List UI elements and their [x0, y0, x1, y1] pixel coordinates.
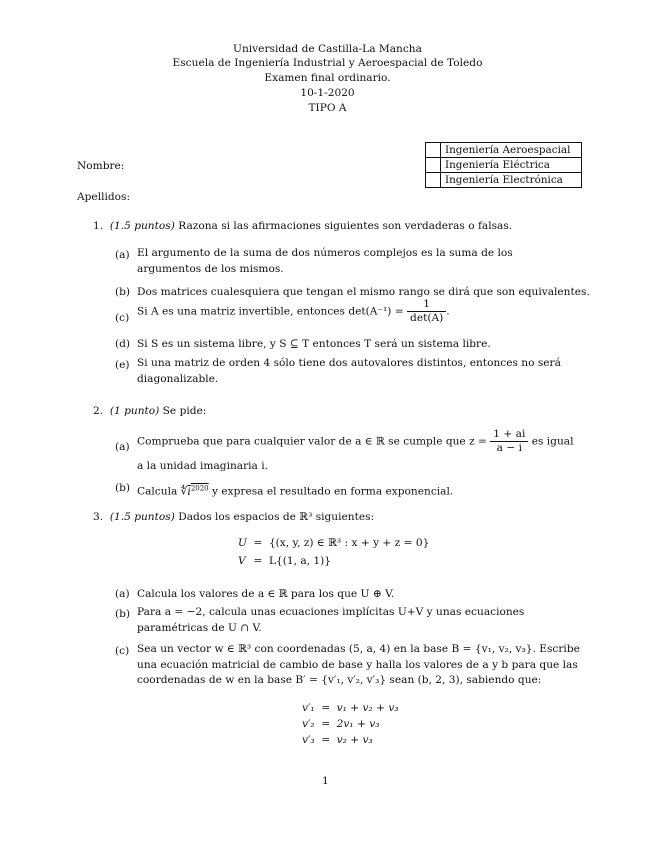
q1-item-e: Si una matriz de orden 4 sólo tiene dos autovalores distintos, entonces no será diagonalizable. [137, 357, 561, 385]
degree-checkbox[interactable] [426, 158, 441, 173]
degree-label: Ingeniería Electrónica [441, 173, 582, 188]
fraction-numerator: 1 + ai [490, 428, 528, 442]
def-eq: = [253, 555, 263, 567]
question-text: Se pide: [162, 405, 207, 417]
q2-item-a [137, 428, 574, 455]
question-2 [93, 404, 206, 418]
basis-lhs: v′₁ [302, 702, 315, 714]
name-label: Nombre: [77, 160, 125, 172]
def-rhs: L{(1, a, 1)} [268, 555, 331, 567]
q1-item-a: El argumento de la suma de dos números complejos es la suma de los argumentos de los mismos. [137, 247, 513, 275]
item-label: (d) [115, 338, 131, 350]
basis-rhs: v₁ + v₂ + v₃ [336, 702, 399, 714]
basis-eq: = [321, 702, 331, 714]
degree-table [425, 142, 582, 188]
q2a-fraction [490, 428, 528, 455]
question-1 [93, 219, 512, 233]
item-label: (b) [115, 608, 131, 620]
item-label: (c) [115, 645, 130, 657]
exam-title: Examen final ordinario. [264, 72, 391, 84]
degree-row [426, 173, 582, 188]
q1c-text: Si A es una matriz invertible, entonces det(A⁻¹) = [137, 305, 404, 318]
question-3 [93, 510, 374, 524]
q2-item-a-line2: a la unidad imaginaria i. [137, 460, 268, 472]
q3-item-a: Calcula los valores de a ∈ ℝ para los que U ⊕ V. [137, 588, 395, 600]
question-number: 2. [93, 405, 104, 417]
exam-type: TIPO A [308, 102, 347, 114]
q3-item-b: Para a = −2, calcula unas ecuaciones implícitas U+V y unas ecuaciones paramétricas de U ∩ V. [137, 606, 525, 634]
radicand-exponent: 2020 [190, 484, 209, 492]
surname-label: Apellidos: [77, 191, 131, 203]
question-points: (1 punto) [109, 405, 160, 417]
q3-item-c: Sea un vector w ∈ ℝ³ con coordenadas (5, a, 4) en la base B = {v₁, v₂, v₃}. Escribe una ecuación matricial de cambio de base y halla los valores de a y b para que las coordenadas de w en la base B′ = {v′₁, v′₂, v′₃} sean (b, 2, 3), sabiendo que: [137, 643, 580, 686]
question-points: (1.5 puntos) [109, 511, 175, 523]
page-number: 1 [322, 775, 329, 787]
q2-item-b [137, 481, 453, 499]
item-label: (b) [115, 482, 131, 494]
basis-eq: = [321, 718, 331, 730]
degree-label: Ingeniería Eléctrica [441, 158, 582, 173]
university-name: Universidad de Castilla-La Mancha [233, 43, 422, 55]
item-label: (a) [115, 249, 130, 261]
basis-lhs: v′₂ [302, 718, 315, 730]
def-rhs: {(x, y, z) ∈ ℝ³ : x + y + z = 0} [268, 537, 430, 549]
radicand-base: i [187, 485, 191, 498]
q1c-end: . [446, 305, 450, 318]
basis-rhs: 2v₁ + v₃ [336, 718, 380, 730]
subspace-definitions [238, 535, 429, 569]
fraction-numerator: 1 [407, 298, 446, 312]
def-lhs: V [238, 555, 246, 567]
q1c-fraction [407, 298, 446, 325]
basis-relations [302, 700, 399, 748]
radical-sign: ∜ [180, 485, 188, 498]
q2b-end: y expresa el resultado en forma exponencial. [212, 485, 454, 498]
degree-label: Ingeniería Aeroespacial [441, 143, 582, 158]
item-label: (a) [115, 588, 130, 600]
def-lhs: U [238, 537, 247, 549]
basis-rhs: v₂ + v₃ [336, 734, 373, 746]
q1-item-c [137, 298, 450, 325]
question-points: (1.5 puntos) [109, 220, 175, 232]
school-name: Escuela de Ingeniería Industrial y Aeroespacial de Toledo [172, 57, 483, 69]
item-label: (b) [115, 286, 131, 298]
question-number: 1. [93, 220, 104, 232]
item-label: (c) [115, 312, 130, 324]
exam-date: 10-1-2020 [300, 87, 355, 99]
def-eq: = [253, 537, 263, 549]
basis-eq: = [321, 734, 331, 746]
basis-lhs: v′₃ [302, 734, 315, 746]
item-label: (e) [115, 359, 130, 371]
q1-item-d: Si S es un sistema libre, y S ⊆ T entonces T será un sistema libre. [137, 338, 491, 350]
question-number: 3. [93, 511, 104, 523]
fraction-denominator: a − i [496, 442, 522, 454]
degree-checkbox[interactable] [426, 143, 441, 158]
degree-checkbox[interactable] [426, 173, 441, 188]
question-text: Dados los espacios de ℝ³ siguientes: [178, 511, 375, 523]
degree-row [426, 158, 582, 173]
q2a-end: es igual [531, 435, 574, 448]
q2b-text: Calcula [137, 485, 178, 498]
fraction-denominator: det(A) [410, 312, 444, 324]
question-text: Razona si las afirmaciones siguientes son verdaderas o falsas. [178, 220, 513, 232]
q1-item-b: Dos matrices cualesquiera que tengan el mismo rango se dirá que son equivalentes. [137, 286, 590, 298]
item-label: (a) [115, 441, 130, 453]
radicand [187, 486, 208, 498]
degree-row [426, 143, 582, 158]
q2a-text: Comprueba que para cualquier valor de a ∈ ℝ se cumple que z = [137, 435, 487, 448]
